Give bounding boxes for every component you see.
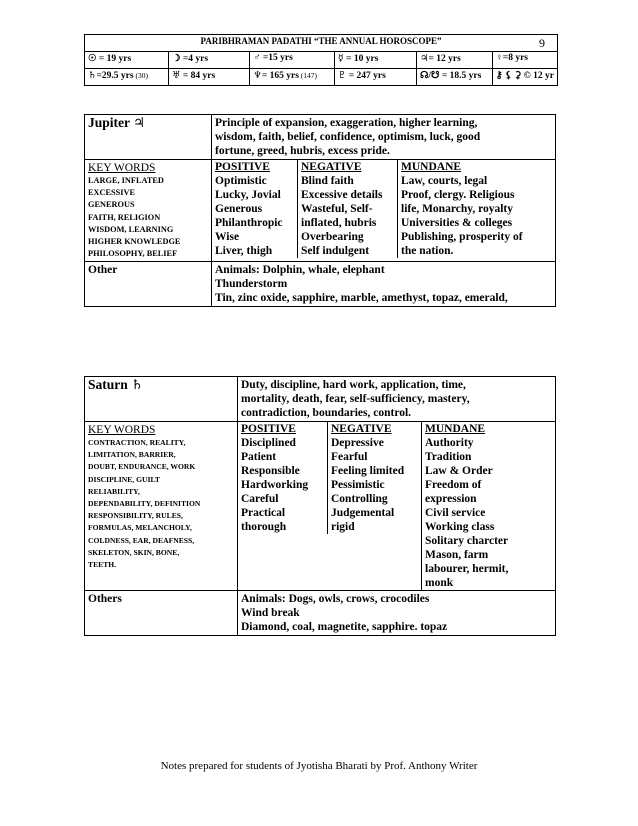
- mundane-item: labourer, hermit,: [425, 563, 509, 575]
- mundane-item: Law & Order: [425, 465, 493, 477]
- period-row-1: [85, 52, 558, 69]
- other-line: Animals: Dogs, owls, crows, crocodiles: [241, 593, 430, 605]
- keyword: DISCIPLINE, GUILT: [88, 474, 160, 484]
- mundane-item: life, Monarchy, royalty: [401, 203, 514, 215]
- header-table: [84, 34, 558, 86]
- positive-item: Practical: [241, 507, 286, 519]
- principle-line: fortune, greed, hubris, excess pride.: [215, 145, 390, 157]
- keyword: RESPONSIBILITY, RULES,: [88, 511, 183, 521]
- keywords-list: [88, 175, 208, 260]
- keywords-label: KEY WORDS: [88, 424, 156, 436]
- mundane-item: Universities & colleges: [401, 217, 513, 229]
- header-title-cell: [85, 35, 558, 52]
- positive-item: Liver, thigh: [215, 245, 273, 257]
- period-cell: ☿ = 10 yrs: [334, 52, 416, 69]
- mundane-item: Mason, farm: [425, 549, 489, 561]
- negative-item: Fearful: [331, 451, 368, 463]
- mundane-label: MUNDANE: [425, 423, 486, 435]
- negative-item: Blind faith: [301, 175, 354, 187]
- other-cell: [238, 591, 556, 636]
- positive-label: POSITIVE: [215, 161, 270, 173]
- period-cell: [168, 69, 249, 86]
- keyword: EXCESSIVE: [88, 188, 136, 198]
- positive-item: Responsible: [241, 465, 300, 477]
- positive-item: Lucky, Jovial: [215, 189, 281, 201]
- period-value: ⚷ ⚸ ⚳ © 12 yr: [495, 71, 554, 81]
- mundane-item: expression: [425, 493, 477, 505]
- mundane-item: Publishing, prosperity of: [401, 231, 523, 243]
- positive-item: Generous: [215, 203, 263, 215]
- period-note: (30): [133, 71, 148, 80]
- negative-item: inflated, hubris: [301, 217, 377, 229]
- period-value: ♄=29.5 yrs: [88, 71, 134, 81]
- other-label: Other: [85, 262, 212, 307]
- positive-column: [238, 422, 327, 534]
- planet-name: Saturn ♄: [85, 377, 238, 422]
- mundane-item: Tradition: [425, 451, 472, 463]
- negative-item: Controlling: [331, 493, 388, 505]
- mundane-label: MUNDANE: [401, 161, 462, 173]
- negative-item: Self indulgent: [301, 245, 370, 257]
- positive-item: Wise: [215, 231, 240, 243]
- other-cell: [212, 262, 556, 307]
- mundane-item: Solitary charcter: [425, 535, 509, 547]
- positive-item: Disciplined: [241, 437, 296, 449]
- period-cell: [416, 69, 492, 86]
- principle-line: Duty, discipline, hard work, application, time,: [241, 379, 466, 391]
- principle-line: Principle of expansion, exaggeration, higher learning,: [215, 117, 478, 129]
- other-line: Diamond, coal, magnetite, sapphire. topaz: [241, 621, 448, 633]
- other-line: Tin, zinc oxide, sapphire, marble, amethyst, topaz, emerald,: [215, 292, 508, 305]
- principle-cell: [238, 377, 556, 422]
- keyword: CONTRACTION, REALITY,: [88, 438, 186, 447]
- keyword: WISDOM, LEARNING: [88, 224, 174, 234]
- negative-item: Depressive: [331, 437, 384, 449]
- period-value: ♇ = 247 yrs: [337, 71, 386, 81]
- keyword: DOUBT, ENDURANCE, WORK: [88, 462, 196, 472]
- mundane-column: [397, 160, 523, 258]
- positive-item: thorough: [241, 521, 287, 533]
- mundane-item: Law, courts, legal: [401, 175, 488, 187]
- negative-label: NEGATIVE: [331, 423, 392, 435]
- negative-item: Wasteful, Self-: [301, 203, 373, 215]
- other-label: Others: [85, 591, 238, 636]
- period-cell: [492, 69, 557, 86]
- negative-item: Pessimistic: [331, 479, 385, 491]
- negative-item: rigid: [331, 521, 355, 533]
- page-number: 9: [539, 36, 545, 50]
- keyword: SKELETON, SKIN, BONE,: [88, 547, 180, 557]
- period-cell: ♂ =15 yrs: [250, 52, 335, 69]
- period-cell: [334, 69, 416, 86]
- page-footer: Notes prepared for students of Jyotisha Bharati by Prof. Anthony Writer: [160, 760, 478, 772]
- negative-item: Overbearing: [301, 231, 364, 243]
- mundane-item: Freedom of: [425, 479, 482, 491]
- keyword: LARGE, INFLATED: [88, 176, 164, 185]
- mundane-item: Civil service: [425, 507, 486, 519]
- negative-item: Excessive details: [301, 189, 383, 201]
- keyword: FORMULAS, MELANCHOLY,: [88, 523, 192, 533]
- positive-item: Hardworking: [241, 479, 309, 491]
- negative-item: Judgemental: [331, 507, 395, 519]
- keyword: LIMITATION, BARRIER,: [88, 450, 176, 460]
- period-cell: ☉ = 19 yrs: [85, 52, 169, 69]
- keyword: TEETH.: [88, 560, 117, 570]
- principle-line: mortality, death, fear, self-sufficiency, mastery,: [241, 393, 470, 405]
- saturn-table: [84, 376, 556, 636]
- period-value: ♆= 165 yrs: [253, 71, 299, 81]
- mundane-item: the nation.: [401, 245, 454, 257]
- negative-item: Feeling limited: [331, 465, 405, 477]
- positive-item: Careful: [241, 493, 279, 505]
- keyword: HIGHER KNOWLEDGE: [88, 237, 181, 247]
- other-line: Wind break: [241, 607, 300, 619]
- principle-line: wisdom, faith, belief, confidence, optimism, luck, good: [215, 131, 481, 143]
- period-cell: ♃= 12 yrs: [416, 52, 492, 69]
- negative-column: [297, 160, 397, 258]
- keyword: FAITH, RELIGION: [88, 212, 161, 222]
- negative-column: [327, 422, 421, 534]
- period-cell: [85, 69, 169, 86]
- positive-column: [212, 160, 297, 258]
- mundane-item: Proof, clergy. Religious: [401, 189, 515, 201]
- keywords-label: KEY WORDS: [88, 162, 156, 174]
- keywords-cell: [85, 422, 238, 591]
- keywords-cell: [85, 160, 212, 262]
- period-row-2: [85, 69, 558, 86]
- mundane-column: [421, 422, 508, 590]
- attributes-cell: [238, 422, 556, 591]
- attributes-cell: [212, 160, 556, 262]
- other-line: Animals: Dolphin, whale, elephant: [215, 264, 385, 277]
- period-cell: ☽ =4 yrs: [168, 52, 249, 69]
- negative-label: NEGATIVE: [301, 161, 362, 173]
- principle-line: contradiction, boundaries, control.: [241, 407, 412, 419]
- period-value: ♅ = 84 yrs: [171, 71, 216, 81]
- jupiter-table: [84, 114, 556, 307]
- mundane-item: Working class: [425, 521, 495, 533]
- positive-item: Philanthropic: [215, 217, 283, 229]
- positive-item: Optimistic: [215, 175, 267, 187]
- keyword: PHILOSOPHY, BELIEF: [88, 249, 178, 259]
- period-cell: ♀=8 yrs: [492, 52, 557, 69]
- keyword: COLDNESS, EAR, DEAFNESS,: [88, 535, 195, 545]
- other-line: Thunderstorm: [215, 278, 288, 291]
- keyword: DEPENDABILITY, DEFINITION: [88, 499, 201, 509]
- positive-item: Patient: [241, 451, 277, 463]
- period-cell: [250, 69, 335, 86]
- period-value: ☊/☋ = 18.5 yrs: [419, 71, 482, 81]
- mundane-item: Authority: [425, 437, 474, 449]
- keywords-list: [88, 437, 234, 571]
- planet-name: Jupiter ♃: [85, 115, 212, 160]
- header-title: PARIBHRAMAN PADATHI “THE ANNUAL HOROSCOPE”: [200, 36, 442, 46]
- mundane-item: monk: [425, 577, 454, 589]
- period-note: (147): [298, 71, 318, 80]
- principle-cell: [212, 115, 556, 160]
- positive-label: POSITIVE: [241, 423, 296, 435]
- keyword: RELIABILITY,: [88, 486, 140, 496]
- keyword: GENEROUS: [88, 200, 135, 210]
